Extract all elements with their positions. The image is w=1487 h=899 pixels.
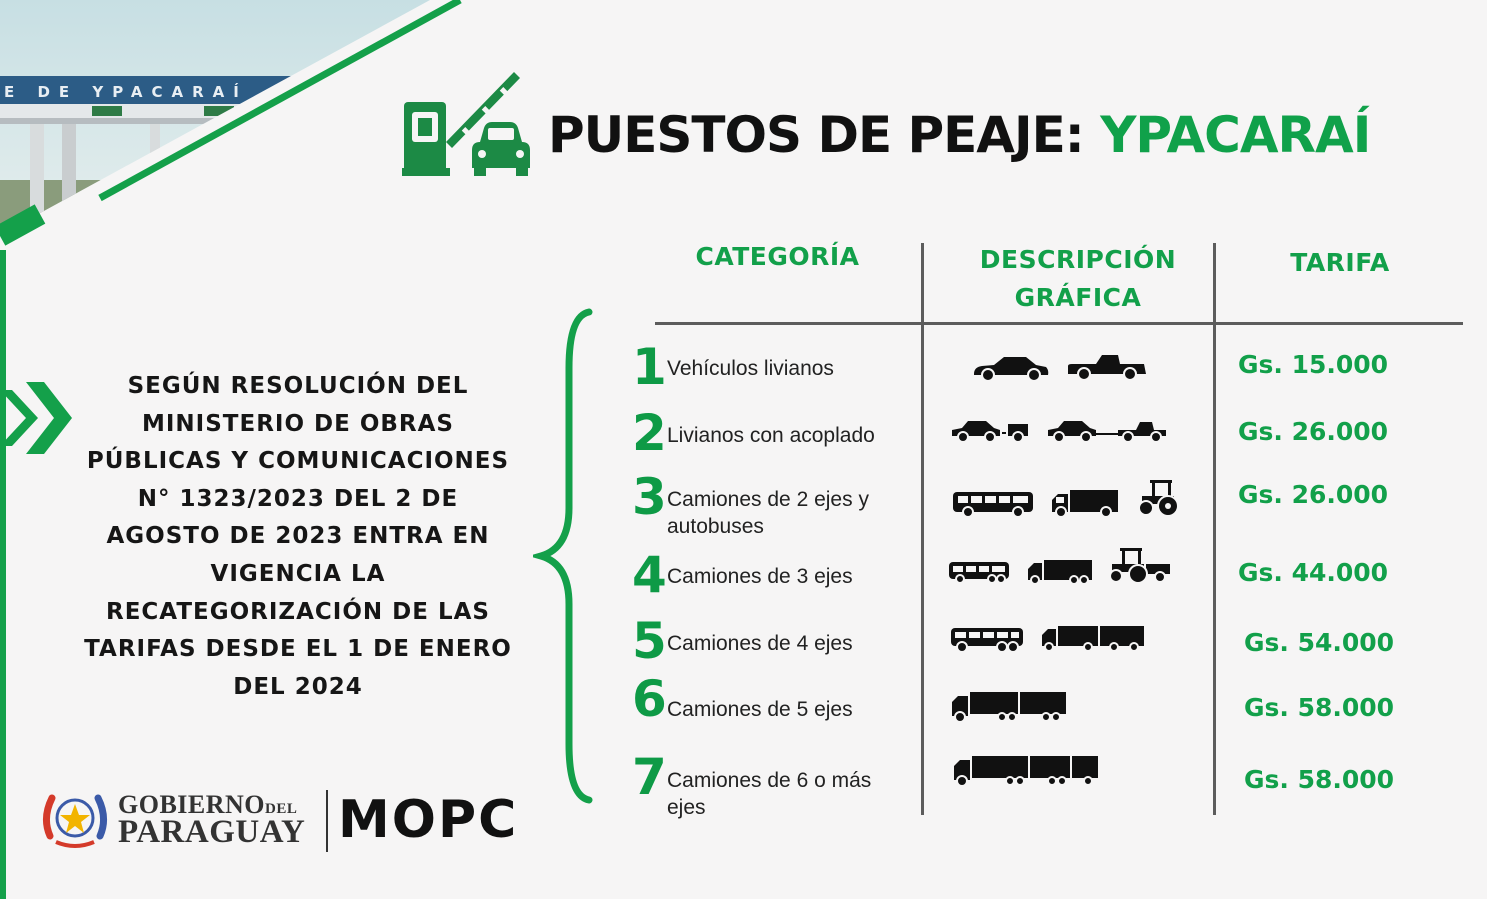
vehicle-icons	[948, 552, 1172, 586]
resolution-line: VIGENCIA LA	[210, 560, 386, 587]
resolution-line: MINISTERIO DE OBRAS	[141, 410, 454, 437]
sign-text: E DE YPACARAÍ	[4, 83, 248, 101]
category-number: 6	[632, 670, 667, 728]
page-title	[548, 106, 1370, 164]
paraguay-label: PARAGUAY	[118, 814, 306, 850]
resolution-line: DEL 2024	[233, 673, 363, 700]
pickup-truck-icon	[1066, 352, 1148, 382]
category-price: Gs. 26.000	[1238, 480, 1389, 509]
truck-4-axle-icon	[1040, 624, 1146, 654]
category-number: 7	[632, 748, 667, 806]
resolution-line: AGOSTO DE 2023 ENTRA EN	[106, 523, 490, 550]
column-header-descripcion-line2: GRÁFICA	[1014, 283, 1142, 312]
category-description	[667, 767, 871, 821]
column-header-descripcion	[938, 241, 1218, 317]
truck-6-axle-icon	[952, 754, 1100, 788]
resolution-line: TARIFAS DESDE EL 1 DE ENERO	[84, 636, 512, 663]
bus-icon	[952, 488, 1034, 518]
car-towing-pickup-icon	[1046, 418, 1168, 444]
category-description: Camiones de 3 ejes	[667, 565, 853, 588]
truck-2-axle-icon	[1050, 488, 1120, 518]
resolution-line: N° 1323/2023 DEL 2 DE	[137, 485, 459, 512]
category-price: Gs. 58.000	[1244, 693, 1395, 722]
category-price: Gs. 15.000	[1238, 350, 1389, 379]
gobierno-word: GOBIERNO	[118, 790, 266, 819]
category-price: Gs. 44.000	[1238, 558, 1389, 587]
category-description: Vehículos livianos	[667, 357, 834, 380]
curly-brace	[533, 308, 603, 809]
tractor-trailer-icon	[1110, 546, 1172, 586]
left-accent-bar	[0, 250, 6, 899]
vehicle-icons	[950, 620, 1146, 654]
category-number: 3	[632, 468, 667, 526]
title-prefix: PUESTOS DE PEAJE:	[548, 106, 1084, 164]
resolution-text	[60, 368, 536, 706]
bus-icon	[950, 624, 1024, 654]
column-header-categoria-label: CATEGORÍA	[695, 242, 860, 271]
vehicle-icons	[952, 754, 1100, 788]
category-description	[667, 486, 869, 540]
car-with-trailer-icon	[950, 418, 1030, 444]
column-header-tarifa	[1230, 244, 1450, 282]
category-description-line1: Camiones de 2 ejes y	[667, 488, 869, 511]
category-description: Livianos con acoplado	[667, 424, 875, 447]
truck-5-axle-icon	[950, 690, 1068, 724]
resolution-line: PÚBLICAS Y COMUNICACIONES	[86, 448, 510, 475]
category-description-line1: Camiones de 6 o más	[667, 769, 872, 792]
category-number: 1	[632, 338, 667, 396]
category-description-line2: autobuses	[667, 515, 764, 538]
truck-3-axle-icon	[1026, 558, 1094, 586]
category-description-line2: ejes	[667, 796, 706, 819]
resolution-line: SEGÚN RESOLUCIÓN DEL	[127, 373, 469, 399]
category-number: 4	[632, 546, 667, 604]
column-divider	[1213, 243, 1216, 815]
vehicle-icons	[950, 410, 1168, 444]
column-divider	[921, 243, 924, 815]
del-word: DEL	[265, 801, 298, 817]
column-header-descripcion-line1: DESCRIPCIÓN	[979, 245, 1177, 274]
tractor-icon	[1136, 478, 1180, 518]
category-price: Gs. 26.000	[1238, 417, 1389, 446]
vehicle-icons	[950, 690, 1068, 724]
header-divider	[655, 322, 1463, 325]
title-location: YPACARAÍ	[1100, 106, 1371, 164]
category-number: 2	[632, 404, 667, 462]
toll-plaza-photo	[0, 0, 470, 260]
mopc-logo-text: MOPC	[338, 790, 519, 850]
category-price: Gs. 58.000	[1244, 765, 1395, 794]
category-price: Gs. 54.000	[1244, 628, 1395, 657]
column-header-tarifa-label: TARIFA	[1290, 248, 1390, 277]
vehicle-icons	[972, 348, 1148, 382]
category-number: 5	[632, 612, 667, 670]
sedan-icon	[972, 354, 1050, 382]
vehicle-icons	[952, 484, 1180, 518]
category-description: Camiones de 4 ejes	[667, 632, 853, 655]
paraguay-coat-of-arms-icon	[40, 788, 110, 855]
toll-booth-car-icon	[402, 72, 530, 181]
bus-icon	[948, 558, 1010, 586]
resolution-line: RECATEGORIZACIÓN DE LAS	[106, 598, 490, 625]
footer-divider	[326, 790, 328, 852]
column-header-categoria	[655, 238, 900, 276]
category-description: Camiones de 5 ejes	[667, 698, 853, 721]
